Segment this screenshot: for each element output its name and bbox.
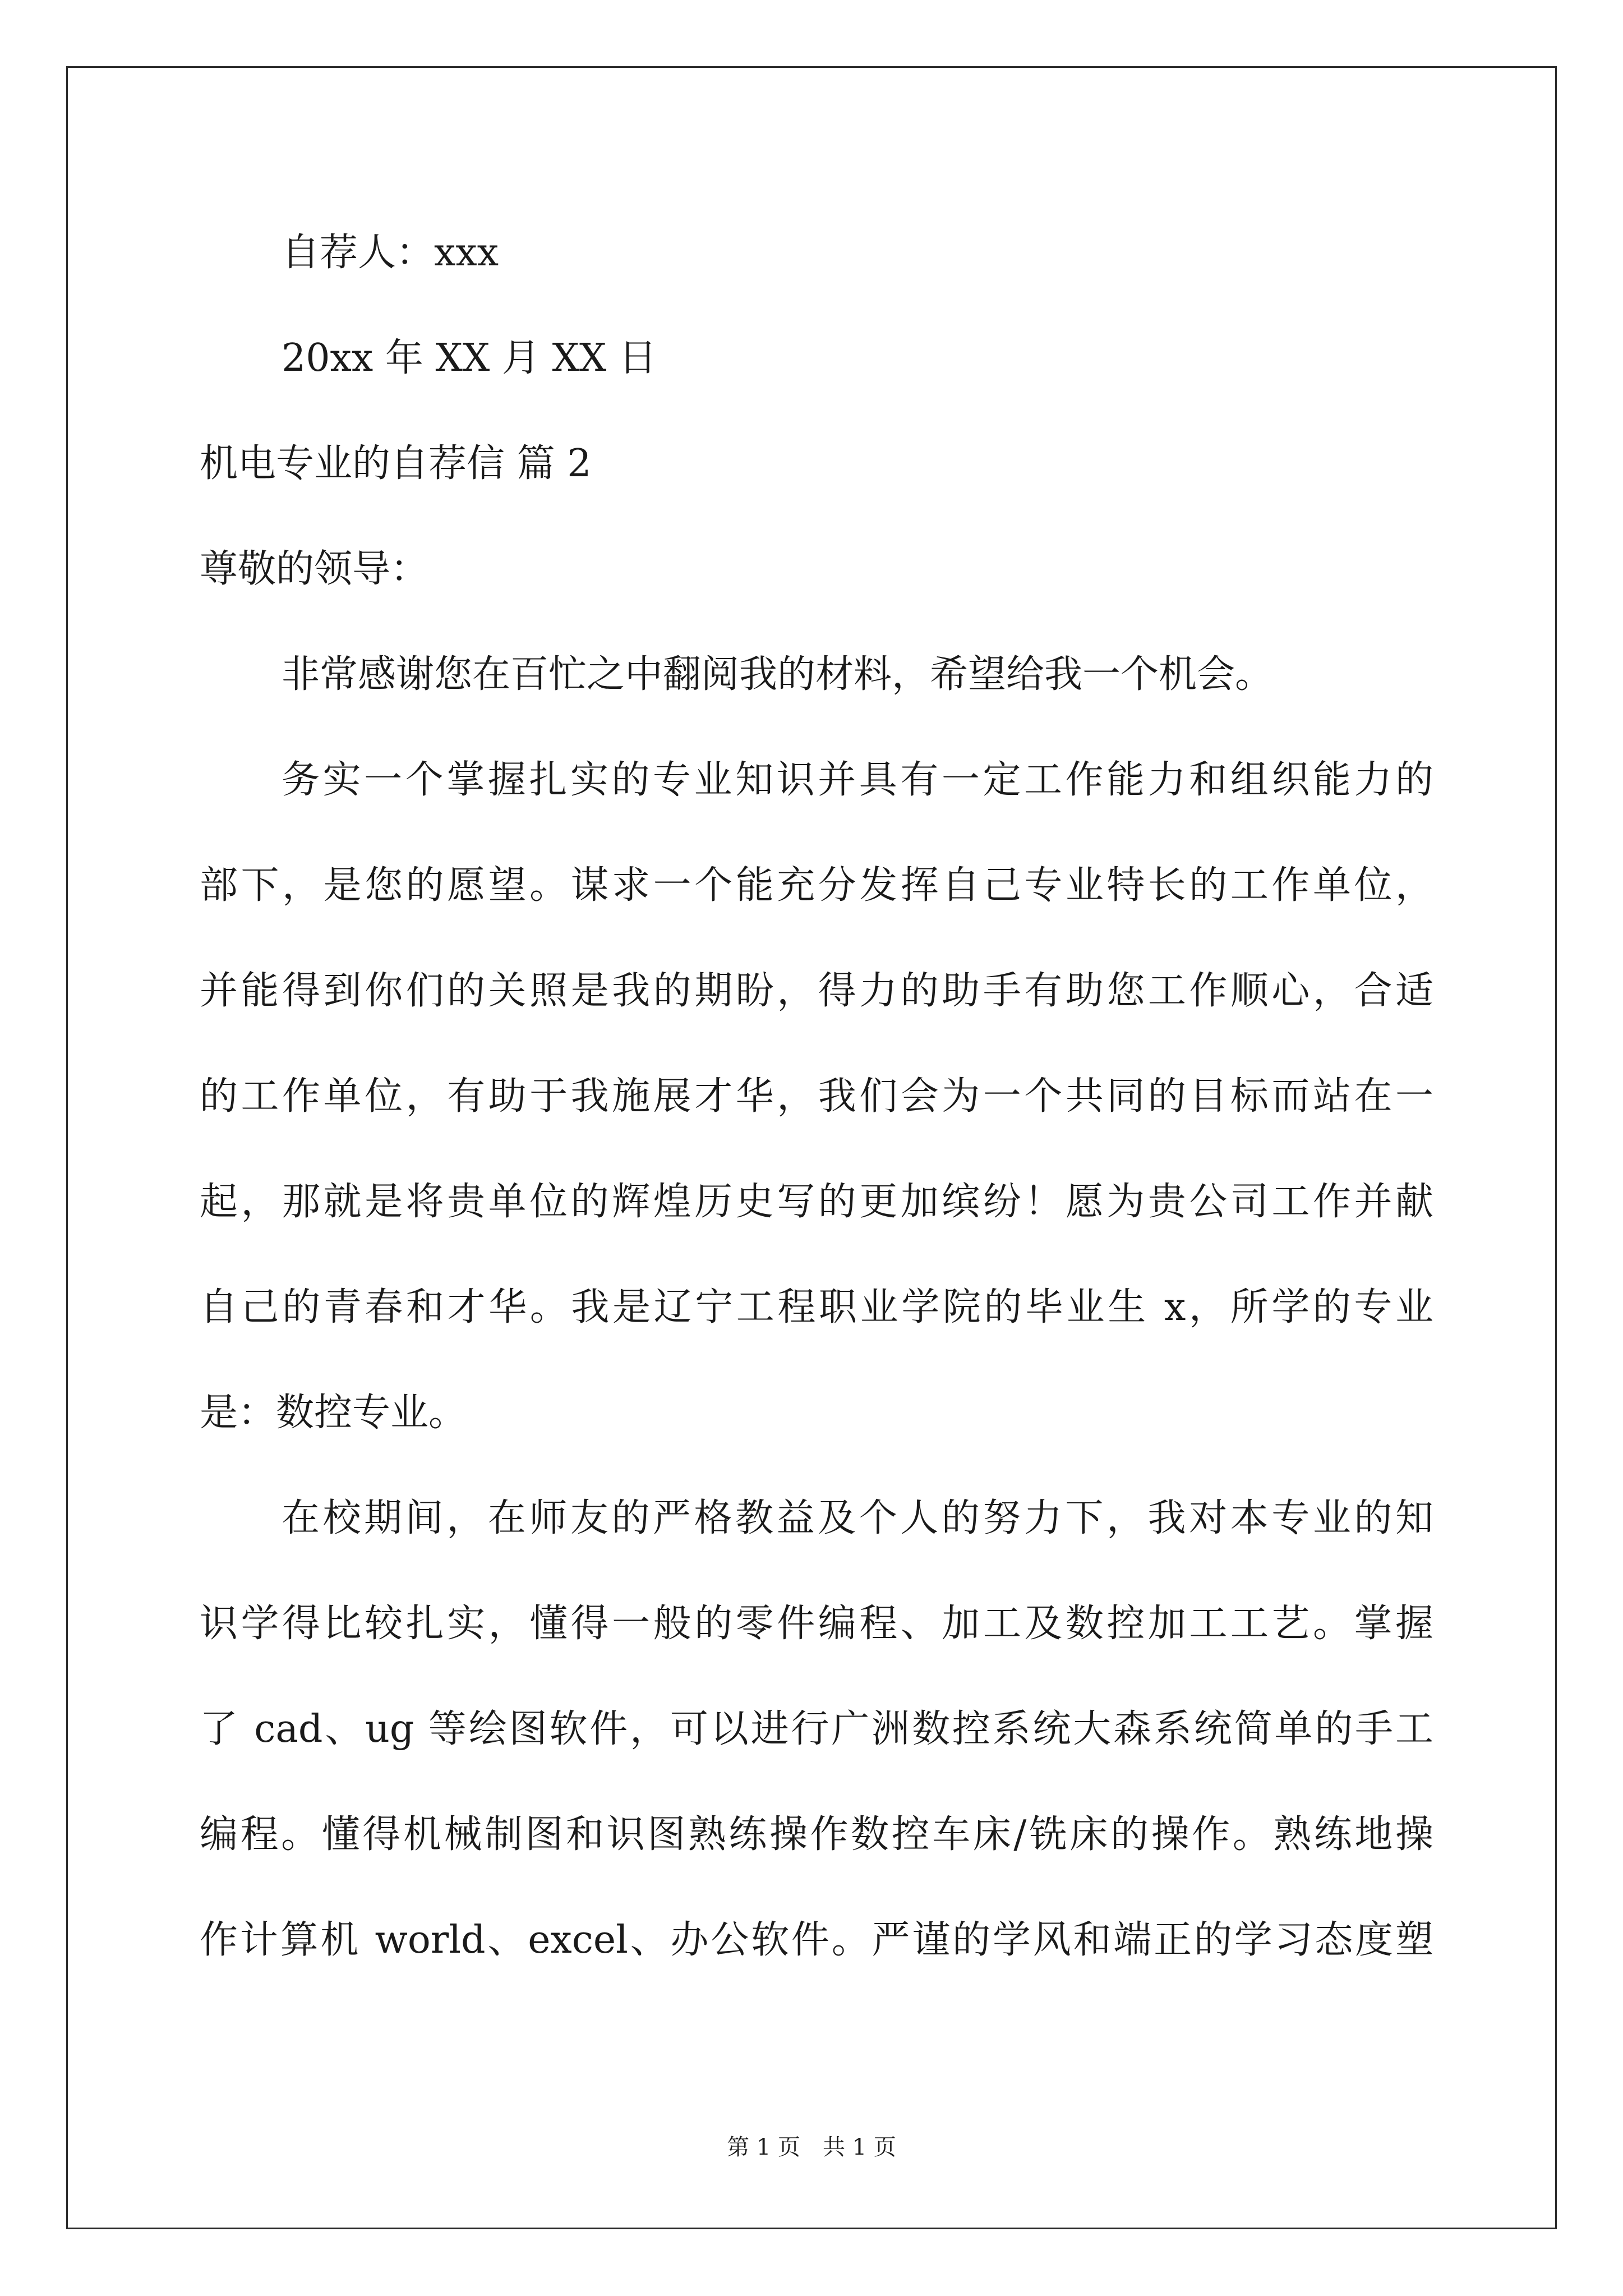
salutation: 尊敬的领导： (200, 547, 429, 591)
paragraph-line: 了 cad、ug 等绘图软件，可以进行广洲数控系统大森系统简单的手工 (200, 1707, 1433, 1751)
paragraph-line: 识学得比较扎实，懂得一般的零件编程、加工及数控加工工艺。掌握 (200, 1602, 1433, 1646)
signature-line: 自荐人：xxx (282, 231, 499, 275)
paragraph-line: 并能得到你们的关照是我的期盼，得力的助手有助您工作顺心，合适 (200, 969, 1433, 1013)
section-heading: 机电专业的自荐信 篇 2 (200, 441, 592, 486)
paragraph-line: 自己的青春和才华。我是辽宁工程职业学院的毕业生 x，所学的专业 (200, 1285, 1433, 1329)
paragraph-line: 是：数控专业。 (200, 1391, 467, 1435)
paragraph-line: 非常感谢您在百忙之中翻阅我的材料，希望给我一个机会。 (282, 652, 1274, 697)
paragraph-line: 起，那就是将贵单位的辉煌历史写的更加缤纷！愿为贵公司工作并献 (200, 1180, 1433, 1224)
paragraph-line: 务实一个掌握扎实的专业知识并具有一定工作能力和组织能力的 (282, 758, 1433, 802)
page-footer: 第 1 页 共 1 页 (727, 2134, 896, 2160)
paragraph-line: 编程。懂得机械制图和识图熟练操作数控车床/铣床的操作。熟练地操 (200, 1812, 1433, 1857)
paragraph-line: 部下，是您的愿望。谋求一个能充分发挥自己专业特长的工作单位， (200, 863, 1433, 908)
date-line: 20xx 年 XX 月 XX 日 (282, 336, 657, 380)
page-border (66, 66, 1557, 2229)
paragraph-line: 在校期间，在师友的严格教益及个人的努力下，我对本专业的知 (282, 1496, 1433, 1540)
paragraph-line: 作计算机 world、excel、办公软件。严谨的学风和端正的学习态度塑 (200, 1918, 1433, 1962)
paragraph-line: 的工作单位，有助于我施展才华，我们会为一个共同的目标而站在一 (200, 1074, 1433, 1119)
